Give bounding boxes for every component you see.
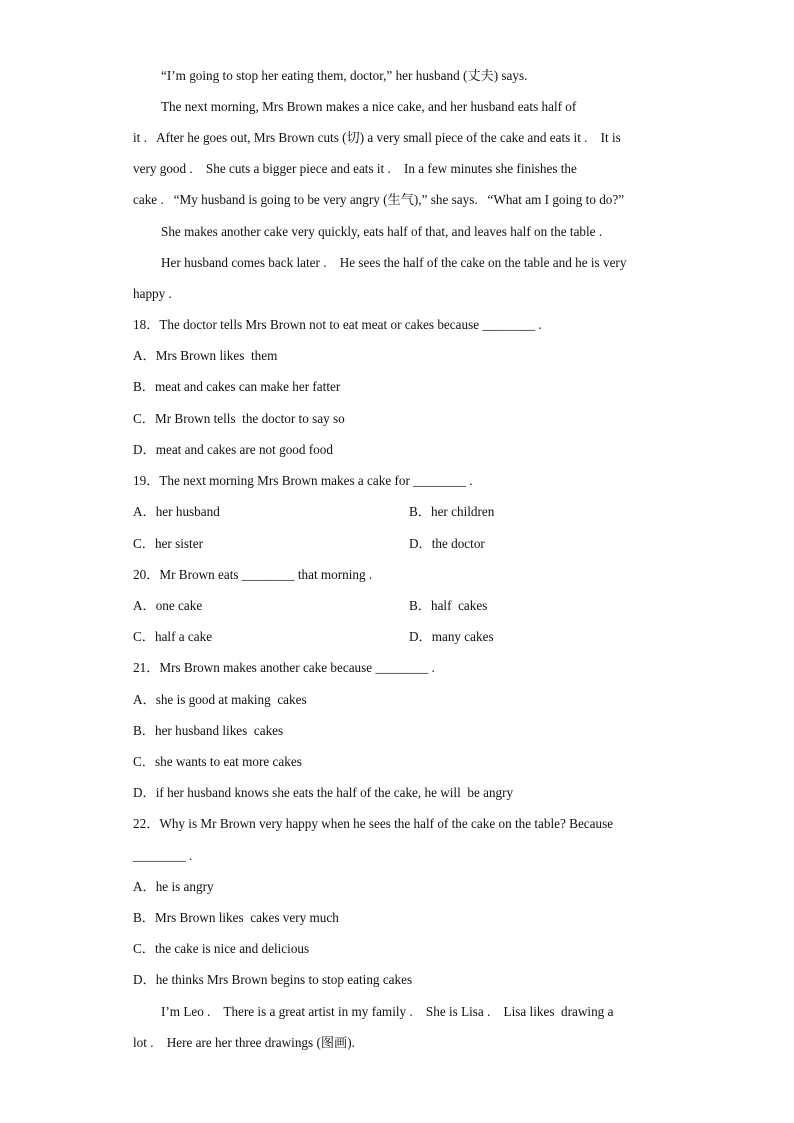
passage-line: cake . “My husband is going to be very angry (生气),” she says. “What am I going to do?” xyxy=(133,192,625,207)
option-d[interactable]: D．meat and cakes are not good food xyxy=(133,442,333,457)
option-a[interactable]: A．she is good at making cakes xyxy=(133,692,307,707)
option-c[interactable]: C．the cake is nice and delicious xyxy=(133,941,310,956)
option-d[interactable]: D．the doctor xyxy=(409,536,485,551)
option-d[interactable]: D．he thinks Mrs Brown begins to stop eating cakes xyxy=(133,972,413,987)
passage-line: “I’m going to stop her eating them, doctor,” her husband (丈夫) says. xyxy=(161,68,528,83)
passage-line: The next morning, Mrs Brown makes a nice cake, and her husband eats half of xyxy=(161,99,577,114)
option-a[interactable]: A．one cake xyxy=(133,598,203,613)
passage-line: She makes another cake very quickly, eats half of that, and leaves half on the table . xyxy=(161,224,603,239)
option-d[interactable]: D．many cakes xyxy=(409,629,494,644)
passage-line: lot . Here are her three drawings (图画). xyxy=(133,1035,355,1050)
passage-line: it . After he goes out, Mrs Brown cuts (切) a very small piece of the cake and eats it . It is xyxy=(133,130,621,145)
option-d[interactable]: D．if her husband knows she eats the half of the cake, he will be angry xyxy=(133,785,514,800)
option-c[interactable]: C．Mr Brown tells the doctor to say so xyxy=(133,411,345,426)
option-a[interactable]: A．he is angry xyxy=(133,879,214,894)
passage-line: happy . xyxy=(133,286,172,301)
option-c[interactable]: C．she wants to eat more cakes xyxy=(133,754,302,769)
option-b[interactable]: B．her children xyxy=(409,504,495,519)
passage-line: I’m Leo . There is a great artist in my family . She is Lisa . Lisa likes drawing a xyxy=(161,1004,614,1019)
option-b[interactable]: B．her husband likes cakes xyxy=(133,723,284,738)
option-b[interactable]: B．meat and cakes can make her fatter xyxy=(133,379,341,394)
question-stem: 19．The next morning Mrs Brown makes a cake for ________ . xyxy=(133,473,473,488)
question-stem: 20．Mr Brown eats ________ that morning . xyxy=(133,567,373,582)
question-stem: 22．Why is Mr Brown very happy when he sees the half of the cake on the table? Because xyxy=(133,816,614,831)
option-b[interactable]: B．half cakes xyxy=(409,598,488,613)
passage-line: Her husband comes back later . He sees the half of the cake on the table and he is very xyxy=(161,255,627,270)
question-stem: 21．Mrs Brown makes another cake because ________ . xyxy=(133,660,435,675)
option-a[interactable]: A．her husband xyxy=(133,504,220,519)
option-a[interactable]: A．Mrs Brown likes them xyxy=(133,348,278,363)
option-b[interactable]: B．Mrs Brown likes cakes very much xyxy=(133,910,339,925)
question-stem: 18．The doctor tells Mrs Brown not to eat meat or cakes because ________ . xyxy=(133,317,542,332)
question-stem-blank: ________ . xyxy=(133,848,193,863)
option-c[interactable]: C．half a cake xyxy=(133,629,213,644)
option-c[interactable]: C．her sister xyxy=(133,536,203,551)
passage-line: very good . She cuts a bigger piece and eats it . In a few minutes she finishes the xyxy=(133,161,577,176)
